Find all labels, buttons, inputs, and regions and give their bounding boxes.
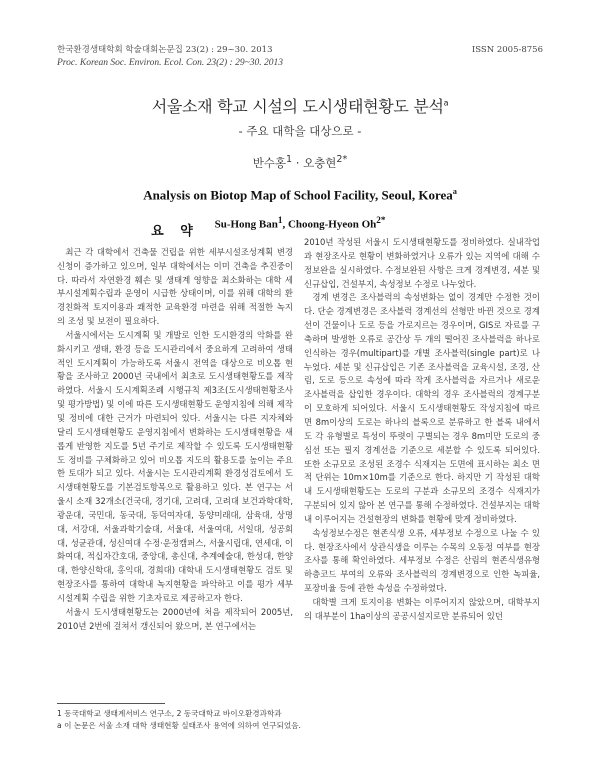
author-en-1-sup: 1 (277, 215, 283, 226)
footnote-funding: a 이 논문은 서울 소재 대학 생태현황 실태조사 용역에 의하여 연구되었음. (57, 721, 301, 730)
title-block (0, 94, 600, 231)
right-paragraph-3: 속성정보수정은 현존식생 오류, 세부정보 수정으로 나눌 수 있다. 현장조사에서 상관식생을 이루는 수목의 오동정 여부를 현장조사를 통해 확인하였다. 세부정보 수정은 산림의 현존식생유형 하층코드 부여의 오류와 조사블럭의 경계변경으로 인한 녹피율, 포장비율 등에 관한 속성을 수정하였다. (304, 527, 540, 594)
author-ko-1-sup: 1 (286, 154, 293, 165)
left-paragraph-2: 서울시에서는 도시계획 및 개발로 인한 도시환경의 악화를 완화시키고 생태, 환경 등을 도시관리에서 중요하게 고려하여 생태적인 도시계획이 가능하도록 서울시 전역을 대상으로 비오톱 현황을 조사하고 2000년 국내에서 최초로 도시생태현황도를 제작하였다. 서울시 도시계획조례 시행규칙 제3조(도시생태현황조사 및 평가방법) 및 이에 따른 도시생태현황도 운영지침에 의해 제작 및 정비에 대한 근거가 마련되어 있다. 서울시는 다른 지자체와 달리 도시생태현황도 운영지침에서 변화하는 도시생태현황을 새롭게 반영한 지도를 5년 주기로 제작할 수 있도록 도시생태현황도 정비를 구체화하고 있어 비오톱 지도의 활용도를 높이는 주요한 토대가 되고 있다. 서울시는 도시관리계획 환경성검토에서 도시생태현황도를 기본검토항목으로 활용하고 있다. 본 연구는 서울시 소재 32개소(건국대, 경기대, 고려대, 고려대 보건과학대학, 광운대, 국민대, 동국대, 동덕여자대, 동양미래대, 삼육대, 상명대, 서강대, 서울과학기술대, 서울대, 서울여대, 서일대, 성공회대, 성균관대, 성신여대 수정·운정캠퍼스, 서울시립대, 연세대, 이화여대, 적십자간호대, 중앙대, 총신대, 추계예술대, 한성대, 한양대, 한양신학대, 홍익대, 경희대) 대학내 도시생태현황도 검토 및 현장조사를 통하여 대학내 녹지현황을 파악하고 이를 평가 세부시설계획 수립을 위한 기초자료로 제공하고자 한다. (57, 329, 293, 603)
author-en-sep: , (282, 218, 288, 231)
author-en-1: Su-Hong Ban (214, 218, 278, 231)
journal-citation-en: Proc. Korean Soc. Environ. Ecol. Con. 23(2) : 29~30. 2013 (57, 58, 283, 68)
running-header (57, 44, 543, 70)
author-ko-2: 오충현 (303, 155, 337, 170)
author-ko-2-sup: 2* (336, 154, 348, 165)
left-column (57, 225, 293, 633)
korean-title-text: 서울소재 학교 시설의 도시생태현황도 분석 (151, 97, 444, 116)
author-ko-1: 반수홍 (252, 155, 287, 170)
issn: ISSN 2005-8756 (471, 45, 543, 55)
korean-authors (0, 154, 600, 171)
english-title-text: Analysis on Biotop Map of School Facility, Seoul, Korea (143, 187, 453, 203)
korean-subtitle: - 주요 대학을 대상으로 - (238, 124, 362, 138)
left-paragraph-3: 서울시 도시생태현황도는 2000년에 처음 제작되어 2005년, 2010년 2번에 걸쳐서 갱신되어 왔으며, 본 연구에서는 (57, 606, 293, 631)
right-column (304, 236, 540, 624)
abstract-heading: 요 약 (151, 224, 199, 239)
right-paragraph-4: 대학별 크게 토지이용 변화는 이루어지지 않았으며, 대학부지의 대부분이 1ha이상의 공공시설지로만 분류되어 있던 (304, 596, 540, 621)
right-paragraph-1: 2010년 작성된 서울시 도시생태현황도를 정비하였다. 실내작업과 현장조사로 현황이 변화하였거나 오류가 있는 지역에 대해 수정보완을 실시하였다. 수정보완된 사항은 크게 경계변경, 세분 및 신규삽입, 건설부지, 속성정보 수정로 나누었다. (304, 237, 540, 289)
author-ko-sep: · (292, 155, 304, 170)
author-en-2-sup: 2* (376, 215, 386, 226)
right-paragraph-2: 경계 변경은 조사블럭의 속성변화는 없이 경계만 수정한 것이다. 단순 경계변경은 조사블럭 경계선의 선형만 바뀐 것으로 경계선이 건물이나 도로 등을 가로지르는 경우이며, GIS로 자료를 구축하며 발생한 오류로 공간상 두 개의 떨어진 조사블럭을 하나로 인식하는 경우(multipart)를 개별 조사블럭(single part)로 나누었다. 세분 및 신규삽입은 기존 조사블럭을 교육시설, 조경, 산림, 도로 등으로 속성에 따라 작게 조사블럭을 자르거나 새로운 조사블럭을 삽입한 경우이다. 대학의 경우 조사블럭의 경계구분이 모호하게 되어있다. 서울시 도시생태현황도 작성지침에 따르면 8m이상의 도로는 하나의 블록으로 분류하고 한 블록 내에서도 각 유형별로 특성이 뚜렷이 구별되는 경우 8m미만 도로의 중심선 또는 필지 경계선을 기준으로 세분할 수 있도록 되어있다. 또한 소규모로 조성된 조경수 식재지는 도면에 표시하는 최소 면적 단위는 10m×10m를 기준으로 한다. 하지만 기 작성된 대학내 도시생태현황도는 도로의 구분과 소규모의 조경수 식재지가 구분되어 있지 않아 본 연구를 통해 수정하였다. 건설부지는 대학내 이루어지는 건설현장의 변화를 현황에 맞게 정비하였다. (304, 292, 540, 524)
journal-line-korean (57, 44, 543, 57)
korean-title (0, 94, 600, 117)
english-title-sup: a (452, 186, 457, 196)
english-title (0, 187, 600, 203)
footnote-divider (57, 703, 165, 704)
left-paragraph-1: 최근 각 대학에서 건축물 건립을 위한 세부시설조성계획 변경신청이 증가하고 있으며, 일부 대학에서는 이미 건축을 추진중이다. 따라서 자연환경 훼손 및 생태계 영향을 최소화하는 대학 세부시설계획수립과 운영이 시급한 상태이며, 이를 위해 대학의 환경친화적 토지이용과 쾌적한 교육환경 마련을 위해 적절한 녹지의 조성 및 보전이 필요하다. (57, 246, 293, 327)
journal-citation-ko: 한국환경생태학회 학술대회논문집 23(2) : 29~30. 2013 (57, 45, 273, 55)
footnotes (57, 708, 301, 732)
korean-title-sup: a (443, 98, 449, 108)
footnote-affiliations: 1 동국대학교 생태계서비스 연구소, 2 동국대학교 바이오환경과학과 (57, 709, 282, 718)
author-en-2: Choong-Hyeon Oh (287, 218, 377, 231)
